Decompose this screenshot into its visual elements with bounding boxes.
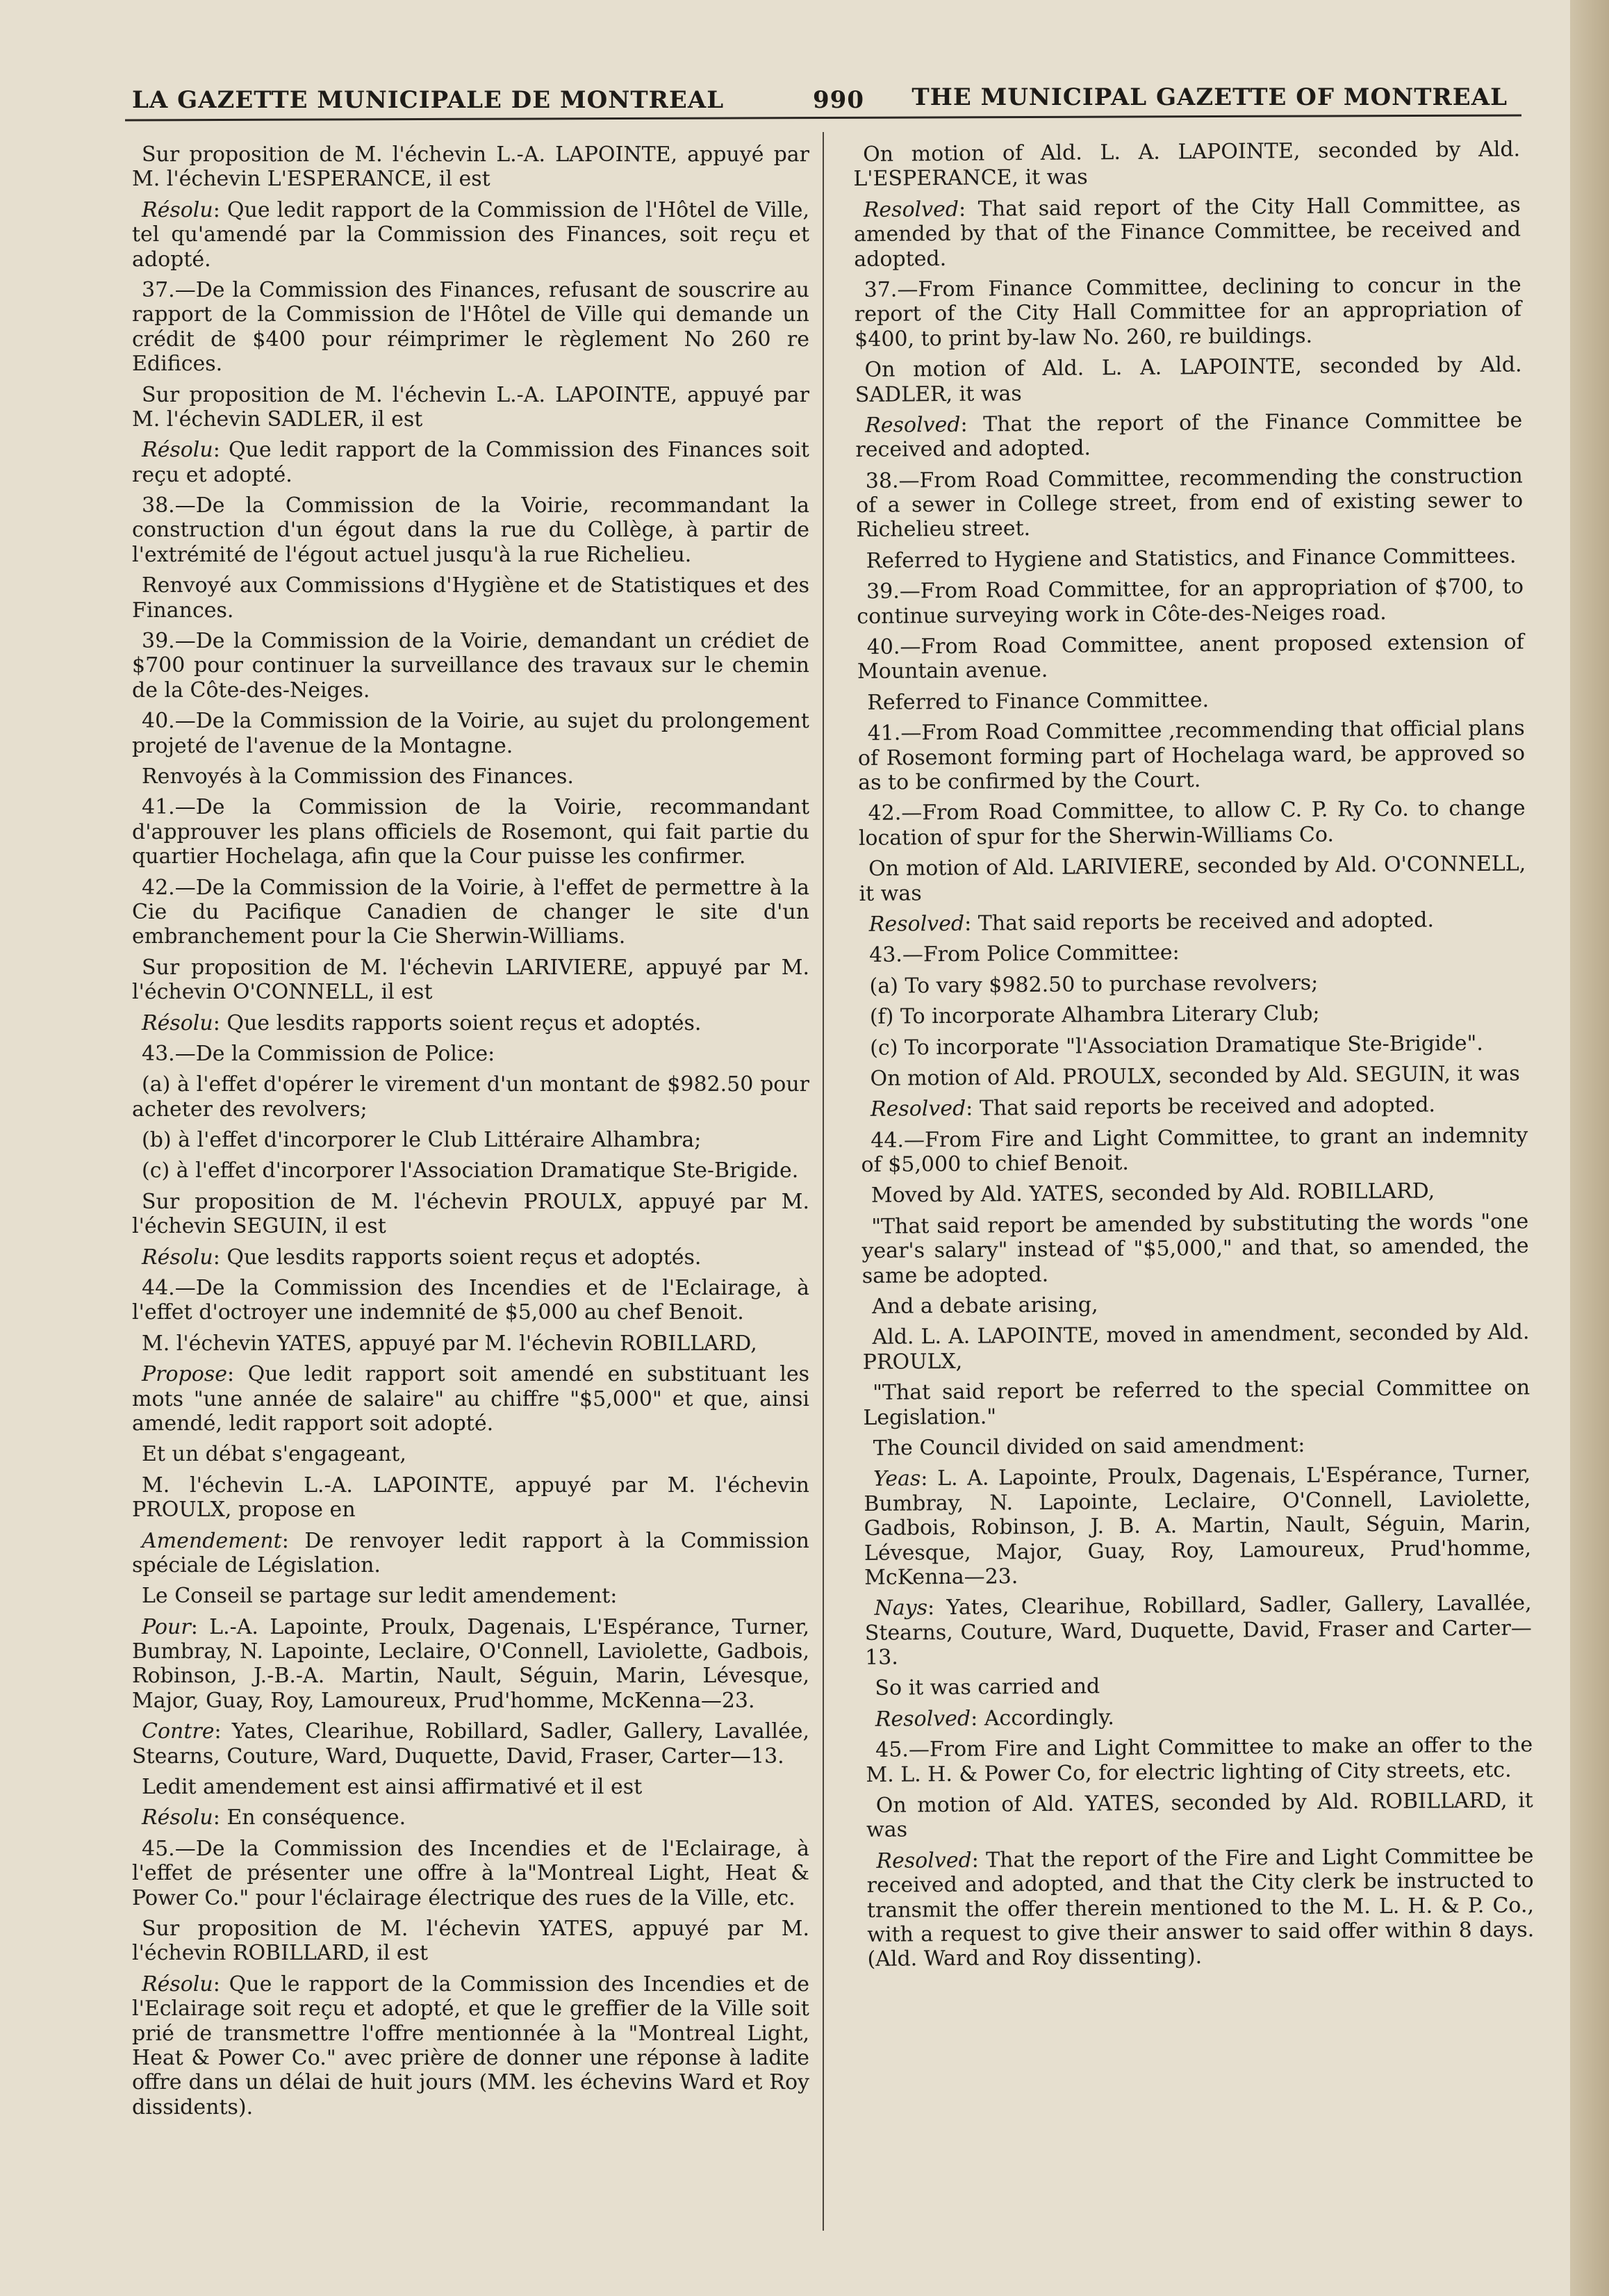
french-paragraph: Résolu: Que lesdits rapports soient reçus et adoptés. — [142, 1245, 702, 1270]
english-paragraph: Yeas: L. A. Lapointe, Proulx, Dagenais, L'Espérance, Turner, Bumbray, N. Lapointe, Leclaire, O'Connell, Laviolette, Gadbois, Robinson, J. B. A. Martin, Nault, Séguin, Marin, Lévesque, Major, Guay, Roy, Lamoureux, Prud'homme, McKenna—23. — [864, 1461, 1532, 1590]
english-paragraph: Resolved: That said reports be received and adopted. — [868, 908, 1435, 937]
french-paragraph: M. l'échevin YATES, appuyé par M. l'échevin ROBILLARD, — [142, 1331, 757, 1356]
english-paragraph: On motion of Ald. L. A. LAPOINTE, seconded by Ald. L'ESPERANCE, it was — [853, 137, 1521, 192]
french-paragraph: Propose: Que ledit rapport soit amendé en substituant les mots "une année de salaire" au chiffre "$5,000" et que, ainsi amendé, ledit rapport soit adopté. — [132, 1362, 809, 1436]
french-paragraph: Résolu: Que ledit rapport de la Commission des Finances soit reçu et adopté. — [132, 438, 809, 487]
english-paragraph: And a debate arising, — [872, 1293, 1098, 1319]
english-paragraph: 40.—From Road Committee, anent proposed extension of Mountain avenue. — [857, 630, 1524, 684]
english-paragraph: On motion of Ald. L. A. LAPOINTE, seconded by Ald. SADLER, it was — [855, 352, 1522, 407]
french-paragraph: 43.—De la Commission de Police: — [142, 1041, 495, 1066]
french-paragraph: Et un débat s'engageant, — [142, 1442, 406, 1467]
english-paragraph: "That said report be referred to the special Committee on Legislation." — [863, 1375, 1530, 1430]
french-paragraph: 39.—De la Commission de la Voirie, demandant un crédiet de $700 pour continuer la surveillance des travaux sur le chemin de la Côte-des-Neiges. — [132, 629, 809, 703]
english-paragraph: 37.—From Finance Committee, declining to concur in the report of the City Hall Committee for an appropriation of $400, to print by-law No. 260, re buildings. — [854, 272, 1522, 352]
french-paragraph: M. l'échevin L.-A. LAPOINTE, appuyé par M. l'échevin PROULX, propose en — [132, 1473, 809, 1523]
english-paragraph: Moved by Ald. YATES, seconded by Ald. ROBILLARD, — [870, 1179, 1435, 1208]
french-paragraph: Sur proposition de M. l'échevin LARIVIERE, appuyé par M. l'échevin O'CONNELL, il est — [132, 955, 809, 1005]
french-paragraph: (a) à l'effet d'opérer le virement d'un montant de $982.50 pour acheter des revolvers; — [132, 1072, 809, 1122]
english-paragraph: 39.—From Road Committee, for an appropriation of $700, to continue surveying work in Côte-des-Neiges road. — [857, 574, 1524, 629]
french-paragraph: Résolu: Que le rapport de la Commission des Incendies et de l'Eclairage soit reçu et adopté, et que le greffier de la Ville soit prié de transmettre l'offre mentionnée à la "Montreal Light, Heat & Power Co." avec prière de donner une réponse à ladite offre dans un délai de huit jours (MM. les échevins Ward et Roy dissidents). — [132, 1971, 809, 2119]
french-paragraph: 45.—De la Commission des Incendies et de l'Eclairage, à l'effet de présenter une offre à la"Montreal Light, Heat & Power Co." pour l'éclairage électrique des rues de la Ville, etc. — [132, 1836, 809, 1910]
french-paragraph: Renvoyé aux Commissions d'Hygiène et de Statistiques et des Finances. — [132, 573, 809, 623]
french-paragraph: (b) à l'effet d'incorporer le Club Littéraire Alhambra; — [142, 1128, 702, 1153]
french-paragraph: Sur proposition de M. l'échevin YATES, appuyé par M. l'échevin ROBILLARD, il est — [132, 1917, 809, 1966]
english-paragraph: Nays: Yates, Clearihue, Robillard, Sadler, Gallery, Lavallée, Stearns, Couture, Ward, Duquette, David, Fraser and Carter—13. — [864, 1591, 1532, 1671]
french-paragraph: 44.—De la Commission des Incendies et de l'Eclairage, à l'effet d'octroyer une indemnité de $5,000 au chef Benoit. — [132, 1276, 809, 1325]
french-paragraph: 38.—De la Commission de la Voirie, recommandant la construction d'un égout dans la rue du Collège, à partir de l'extrémité de l'égout actuel jusqu'à la rue Richelieu. — [132, 493, 809, 567]
french-paragraph: Résolu: Que ledit rapport de la Commission de l'Hôtel de Ville, tel qu'amendé par la Commission des Finances, soit reçu et adopté. — [132, 197, 809, 272]
page-edge-shadow — [1570, 0, 1609, 2296]
french-paragraph: 42.—De la Commission de la Voirie, à l'effet de permettre à la Cie du Pacifique Canadien de changer le site d'un embranchement pour la Cie Sherwin-Williams. — [132, 875, 809, 949]
header-english-title: THE MUNICIPAL GAZETTE OF MONTREAL — [911, 83, 1508, 111]
french-paragraph: Résolu: En conséquence. — [142, 1805, 406, 1830]
english-paragraph: 45.—From Fire and Light Committee to make an offer to the M. L. H. & Power Co, for electric lighting of City streets, etc. — [866, 1732, 1533, 1787]
english-paragraph: On motion of Ald. YATES, seconded by Ald. ROBILLARD, it was — [866, 1788, 1533, 1843]
french-paragraph: 41.—De la Commission de la Voirie, recommandant d'approuver les plans officiels de Rosemont, qui fait partie du quartier Hochelaga, afin que la Cour puisse les confirmer. — [132, 795, 809, 869]
english-paragraph: Ald. L. A. LAPOINTE, moved in amendment, seconded by Ald. PROULX, — [862, 1320, 1530, 1375]
french-paragraph: 40.—De la Commission de la Voirie, au sujet du prolongement projeté de l'avenue de la Montagne. — [132, 709, 809, 758]
french-paragraph: Renvoyés à la Commission des Finances. — [142, 764, 574, 789]
french-paragraph: Amendement: De renvoyer ledit rapport à la Commission spéciale de Législation. — [132, 1528, 809, 1577]
english-paragraph: "That said report be amended by substituting the words "one year's salary" instead of "$5,000," and that, so amended, the same be adopted. — [861, 1209, 1529, 1288]
english-paragraph: On motion of Ald. PROULX, seconded by Ald. SEGUIN, it was — [870, 1061, 1520, 1091]
english-paragraph: On motion of Ald. LARIVIERE, seconded by Ald. O'CONNELL, it was — [859, 851, 1526, 906]
french-column — [132, 142, 809, 2126]
french-paragraph: Sur proposition de M. l'échevin L.-A. LAPOINTE, appuyé par M. l'échevin SADLER, il est — [132, 382, 809, 432]
column-divider — [823, 132, 824, 2231]
page-number: 990 — [813, 86, 864, 114]
english-paragraph: (f) To incorporate Alhambra Literary Club; — [869, 1001, 1320, 1029]
english-column — [853, 137, 1535, 1978]
english-paragraph: 38.—From Road Committee, recommending the construction of a sewer in College street, from end of existing sewer to Richelieu street. — [855, 464, 1524, 543]
english-paragraph: 41.—From Road Committee ,recommending that official plans of Rosemont forming part of Hochelaga ward, be approved so as to be confirmed by the Court. — [857, 716, 1526, 795]
english-paragraph: Referred to Hygiene and Statistics, and Finance Committees. — [866, 543, 1517, 573]
french-paragraph: 37.—De la Commission des Finances, refusant de souscrire au rapport de la Commission de l'Hôtel de Ville qui demande un crédit de $400 pour réimprimer le règlement No 260 re Edifices. — [132, 277, 809, 377]
english-paragraph: Resolved: That the report of the Fire and Light Committee be received and adopted, and that the City clerk be instructed to transmit the offer therein mentioned to the M. L. H. & P. Co., with a request to give their answer to said offer within 8 days. (Ald. Ward and Roy dissenting). — [866, 1844, 1535, 1972]
french-paragraph: Sur proposition de M. l'échevin PROULX, appuyé par M. l'échevin SEGUIN, il est — [132, 1189, 809, 1239]
english-paragraph: (a) To vary $982.50 to purchase revolvers; — [869, 970, 1319, 999]
english-paragraph: 44.—From Fire and Light Committee, to grant an indemnity of $5,000 to chief Benoit. — [861, 1123, 1528, 1178]
french-paragraph: Sur proposition de M. l'échevin L.-A. LAPOINTE, appuyé par M. l'échevin L'ESPERANCE, il est — [132, 142, 809, 192]
english-paragraph: The Council divided on said amendment: — [873, 1432, 1305, 1461]
english-paragraph: Resolved: That the report of the Finance Committee be received and adopted. — [855, 408, 1523, 463]
french-paragraph: Pour: L.-A. Lapointe, Proulx, Dagenais, L'Espérance, Turner, Bumbray, N. Lapointe, Leclaire, O'Connell, Laviolette, Gadbois, Robinson, J.-B.-A. Martin, Nault, Séguin, Marin, Lévesque, Major, Guay, Roy, Lamoureux, Prud'homme, McKenna—23. — [132, 1614, 809, 1713]
french-paragraph: (c) à l'effet d'incorporer l'Association Dramatique Ste-Brigide. — [142, 1158, 799, 1183]
english-paragraph: Referred to Finance Committee. — [867, 687, 1210, 715]
english-paragraph: Resolved: That said report of the City Hall Committee, as amended by that of the Finance Committee, be received and adopted. — [853, 192, 1521, 272]
french-paragraph: Le Conseil se partage sur ledit amendement: — [142, 1584, 618, 1609]
french-paragraph: Résolu: Que lesdits rapports soient reçus et adoptés. — [142, 1010, 702, 1035]
english-paragraph: 42.—From Road Committee, to allow C. P. Ry Co. to change location of spur for the Sherwin-Williams Co. — [858, 796, 1526, 851]
french-paragraph: Ledit amendement est ainsi affirmativé et il est — [142, 1775, 643, 1800]
english-paragraph: Resolved: That said reports be received and adopted. — [870, 1092, 1436, 1122]
header-french-title: LA GAZETTE MUNICIPALE DE MONTREAL — [132, 86, 725, 114]
english-paragraph: (c) To incorporate "l'Association Dramatique Ste-Brigide". — [870, 1031, 1483, 1060]
english-paragraph: 43.—From Police Committee: — [869, 940, 1180, 968]
french-paragraph: Contre: Yates, Clearihue, Robillard, Sadler, Gallery, Lavallée, Stearns, Couture, Ward, Duquette, David, Fraser, Carter—13. — [132, 1719, 809, 1769]
english-paragraph: So it was carried and — [875, 1674, 1100, 1701]
english-paragraph: Resolved: Accordingly. — [875, 1705, 1114, 1732]
